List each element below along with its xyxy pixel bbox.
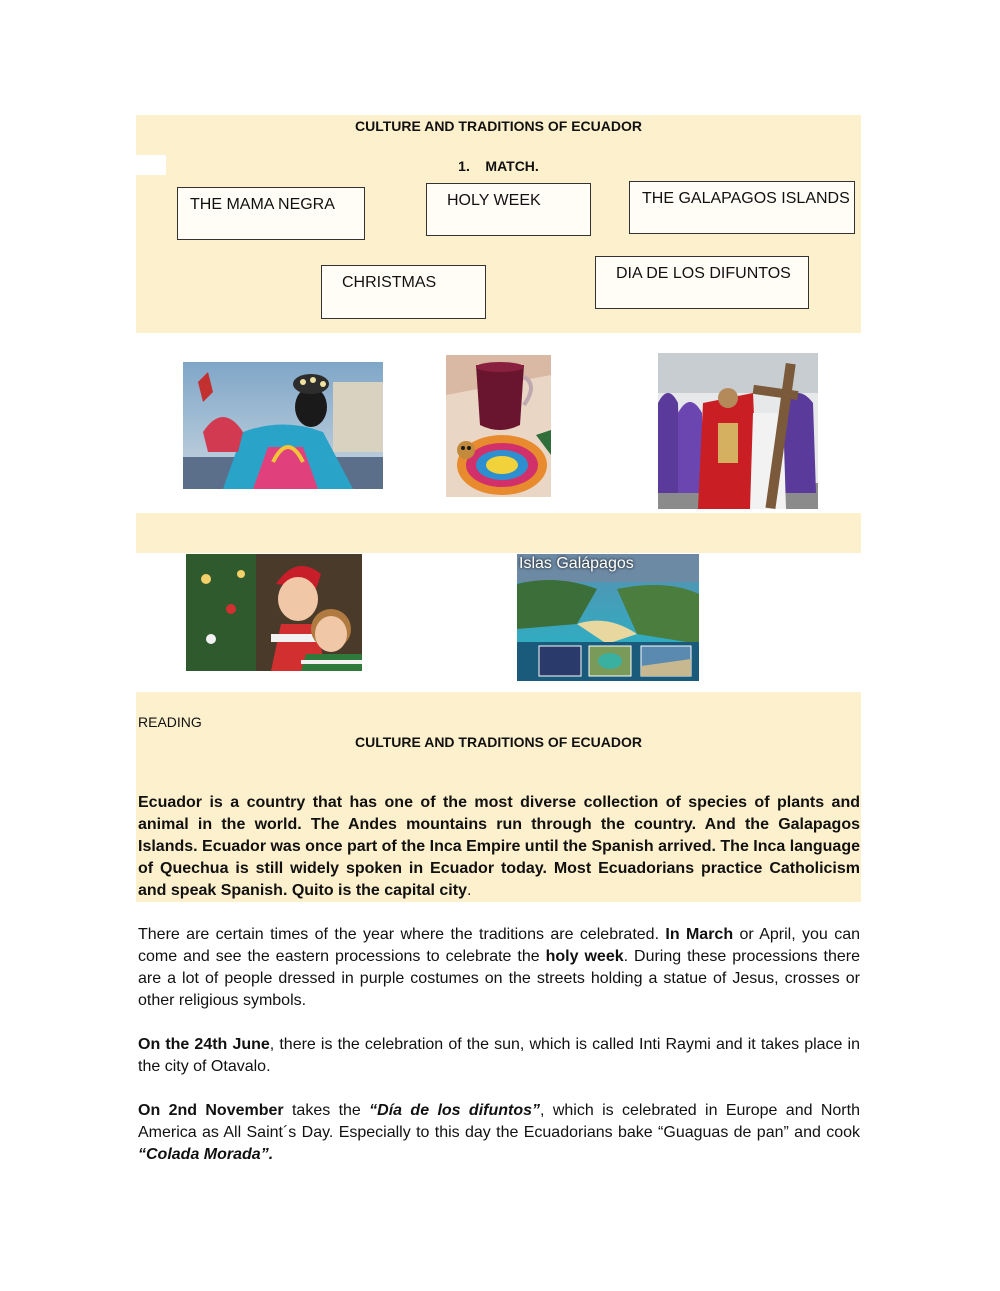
holy-week-paragraph bbox=[138, 924, 860, 1012]
colada-morada-photo bbox=[446, 355, 551, 497]
intro-text: Ecuador is a country that has one of the most diverse collection of species of plants and animal in the world. The Andes mountains run through the country. And the Galapagos Islands. Ecuador was once part of the Inca Empire until the Spanish arrived. The Inca language of Quechua is still widely spoken in Ecuador today. Most Ecuadorians practice Catholicism and speak Spanish. Quito is the capital city bbox=[138, 794, 860, 899]
match-instruction: 1. MATCH. bbox=[458, 158, 539, 174]
match-box-label: THE MAMA NEGRA bbox=[190, 196, 335, 213]
image-row-gap-background bbox=[136, 513, 861, 553]
christmas-photo bbox=[186, 554, 362, 671]
p3-text: , there is the celebration of the sun, which is called Inti Raymi and it takes place in the city of Otavalo. bbox=[138, 1036, 861, 1075]
match-box-mama-negra[interactable] bbox=[177, 187, 365, 240]
inti-raymi-paragraph bbox=[138, 1034, 860, 1078]
match-box-galapagos[interactable] bbox=[629, 181, 855, 234]
p4-bold-italic-difuntos: “Día de los difuntos” bbox=[369, 1102, 541, 1119]
difuntos-paragraph bbox=[138, 1100, 860, 1166]
reading-intro-paragraph bbox=[138, 792, 860, 902]
reading-title: CULTURE AND TRADITIONS OF ECUADOR bbox=[355, 734, 642, 750]
p4-text-d: , which is celebrated in Europe and North America as All Saint´s Day. Especially to this day the Ecuadorians bake “Guaguas de pan” and cook bbox=[138, 1102, 860, 1141]
match-box-christmas[interactable] bbox=[321, 265, 486, 319]
holy-week-photo bbox=[658, 353, 818, 509]
p3-bold-date: On the 24th June bbox=[138, 1036, 270, 1053]
match-box-holy-week[interactable] bbox=[426, 183, 591, 236]
match-box-dia-difuntos[interactable] bbox=[595, 256, 809, 309]
p2-bold-march: In March bbox=[665, 926, 734, 943]
match-box-label: CHRISTMAS bbox=[342, 274, 437, 291]
galapagos-photo bbox=[517, 554, 699, 681]
match-box-label: THE GALAPAGOS ISLANDS bbox=[642, 190, 850, 207]
p4-bold-date: On 2nd November bbox=[138, 1102, 284, 1119]
p4-text-b: takes the bbox=[283, 1102, 370, 1119]
p2-bold-holy-week: holy week bbox=[545, 948, 624, 965]
p2-text-a: There are certain times of the year where the traditions are celebrated. bbox=[138, 926, 666, 943]
intro-end: . bbox=[466, 882, 472, 899]
p4-bold-italic-colada: “Colada Morada”. bbox=[138, 1146, 274, 1163]
page-title: CULTURE AND TRADITIONS OF ECUADOR bbox=[355, 118, 642, 134]
mama-negra-photo bbox=[183, 362, 383, 489]
match-box-label: HOLY WEEK bbox=[447, 192, 541, 209]
match-box-label: DIA DE LOS DIFUNTOS bbox=[616, 265, 791, 282]
reading-label: READING bbox=[138, 714, 202, 730]
galapagos-caption: Islas Galápagos bbox=[519, 555, 634, 572]
p2-text-c: or April, you can come and see the eastern processions to celebrate the bbox=[138, 926, 860, 965]
p2-text-e: . During these processions there are a lot of people dressed in purple costumes on the streets holding a statue of Jesus, crosses or other religious symbols. bbox=[138, 948, 861, 1009]
